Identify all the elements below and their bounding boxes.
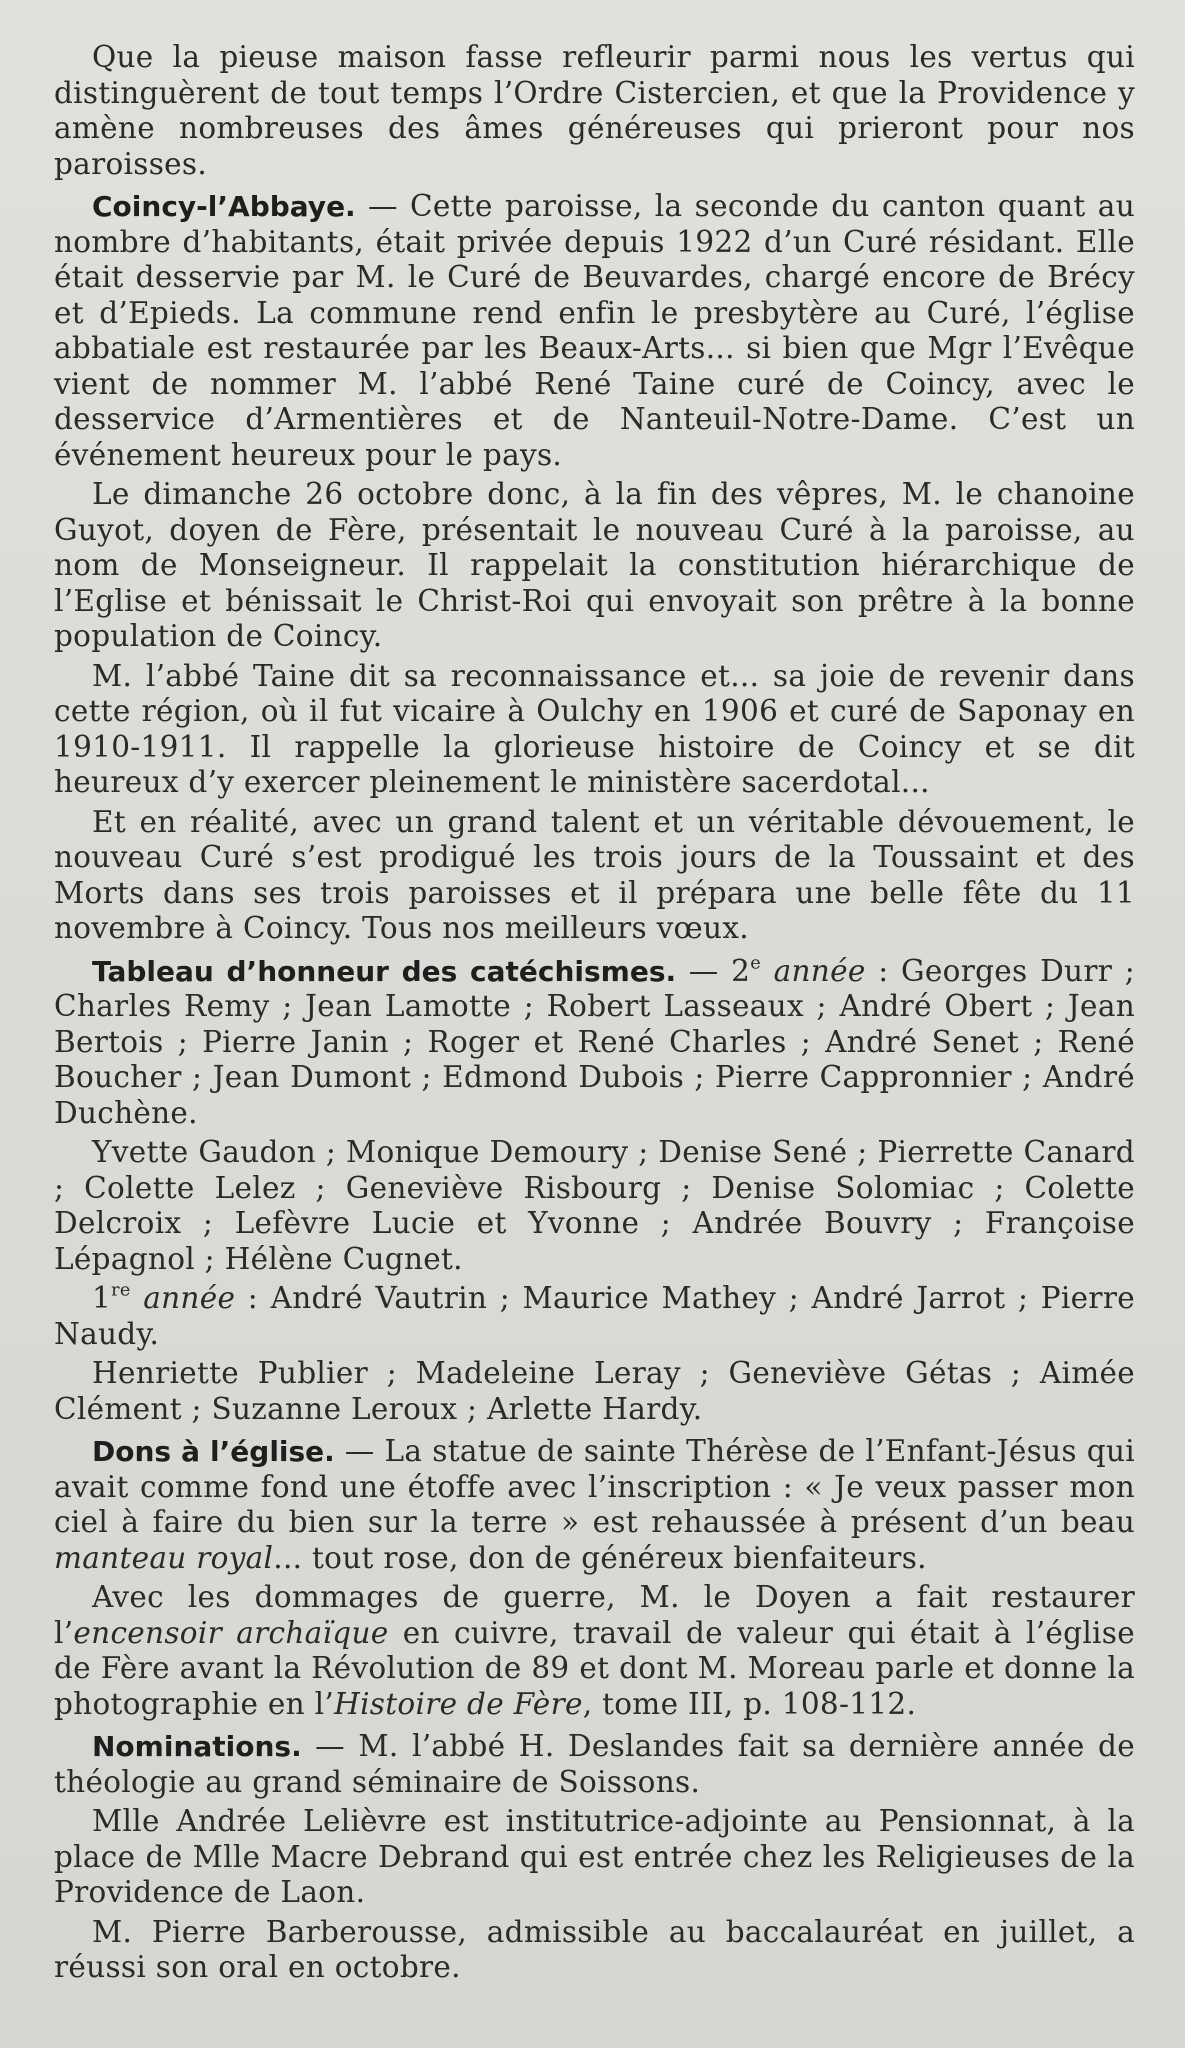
dons-text-2-em: encensoir archaïque bbox=[73, 1615, 389, 1650]
coincy-paragraph-2 bbox=[54, 477, 1135, 655]
dons-text-2-em2: Histoire de Fère bbox=[334, 1686, 583, 1721]
tableau-annee-1: année bbox=[143, 1281, 236, 1315]
dons-paragraph-1 bbox=[54, 1434, 1135, 1576]
dons-heading: Dons à l’église. bbox=[92, 1435, 335, 1468]
coincy-text-2: Le dimanche 26 octobre donc, à la fin des vêpres, M. le chanoine Guyot, doyen de Fère, présentait le nouveau Curé à la paroisse, au nom de Monseigneur. Il rappelait la constitution hiérarchique de l’Eglise et bénissait le Christ-Roi qui envoyait son prêtre à la bonne population de Coincy. bbox=[54, 477, 1135, 653]
dons-text-2b: en cuivre, travail de valeur qui était à l’église de Fère avant la Révolution de 89 et dont M. Moreau parle et donne la photographie en l’ bbox=[54, 1615, 1135, 1721]
tableau-girls-2: Yvette Gaudon ; Monique Demoury ; Denise Sené ; Pierrette Canard ; Colette Lelez ; Geneviève Risbourg ; Denise Solomiac ; Colette Delcroix ; Lefèvre Lucie et Yvonne ; Andrée Bouvry ; Françoise Lépagnol ; Hélène Cugnet. bbox=[54, 1135, 1135, 1276]
tableau-annee-2: année bbox=[773, 953, 866, 988]
intro-text: Que la pieuse maison fasse refleurir parmi nous les vertus qui distinguèrent de tout temps l’Ordre Cistercien, et que la Providence y amène nombreuses des âmes généreuses qui prieront pour nos paroisses. bbox=[54, 40, 1135, 181]
nominations-text-2: Mlle Andrée Lelièvre est institutrice-adjointe au Pensionnat, à la place de Mlle Macre Debrand qui est entrée chez les Religieuses de la Providence de Laon. bbox=[54, 1804, 1135, 1909]
dons-text-1-em: manteau royal bbox=[54, 1540, 274, 1575]
tableau-paragraph-4 bbox=[54, 1356, 1135, 1427]
coincy-text-4: Et en réalité, avec un grand talent et un véritable dévouement, le nouveau Curé s’est prodigué les trois jours de la Toussaint et des Morts dans ses trois paroisses et il prépara une belle fête du 11 novembre à Coincy. Tous nos meilleurs vœux. bbox=[54, 804, 1135, 945]
coincy-paragraph-1 bbox=[54, 189, 1135, 473]
tableau-paragraph-3 bbox=[54, 1281, 1135, 1352]
coincy-heading: Coincy-l’Abbaye. bbox=[92, 190, 356, 223]
nominations-heading: Nominations. bbox=[92, 1730, 302, 1763]
coincy-text-3: M. l’abbé Taine dit sa reconnaissance et... sa joie de revenir dans cette région, où il fut vicaire à Oulchy en 1906 et curé de Saponay en 1910-1911. Il rappelle la glorieuse histoire de Coincy et se dit heureux d’y exercer pleinement le ministère sacerdotal... bbox=[54, 658, 1135, 799]
dons-text-1a: — La statue de sainte Thérèse de l’Enfant-Jésus qui avait comme fond une étoffe avec l’inscription : « Je veux passer mon ciel à faire du bien sur la terre » est rehaussée à présent d’un beau bbox=[54, 1434, 1135, 1539]
tableau-boys-2: : Georges Durr ; Charles Remy ; Jean Lamotte ; Robert Lasseaux ; André Obert ; Jean Bertois ; Pierre Janin ; Roger et René Charles ; André Senet ; René Boucher ; Jean Dumont ; Edmond Dubois ; Pierre Cappronnier ; André Duchène. bbox=[54, 953, 1135, 1130]
dons-text-2a: Avec les dommages de guerre, M. le Doyen a fait restaurer l’ bbox=[54, 1580, 1135, 1650]
dons-text-1b: ... tout rose, don de généreux bienfaiteurs. bbox=[273, 1540, 927, 1575]
nominations-paragraph-3 bbox=[54, 1915, 1135, 1986]
tableau-dash: — 2 bbox=[676, 953, 751, 988]
nominations-paragraph-2 bbox=[54, 1804, 1135, 1911]
nominations-text-3: M. Pierre Barberousse, admissible au baccalauréat en juillet, a réussi son oral en octobre. bbox=[54, 1914, 1135, 1984]
dons-text-2c: , tome III, p. 108-112. bbox=[582, 1686, 917, 1721]
coincy-text-1: — Cette paroisse, la seconde du canton quant au nombre d’habitants, était privée depuis 1922 d’un Curé résidant. Elle était desservie par M. le Curé de Beuvardes, chargé encore de Brécy et d’Epieds. La commune rend enfin le presbytère au Curé, l’église abbatiale est restaurée par les Beaux-Arts... si bien que Mgr l’Evêque vient de nommer M. l’abbé René Taine curé de Coincy, avec le desservice d’Armentières et de Nanteuil-Notre-Dame. C’est un événement heureux pour le pays. bbox=[54, 189, 1135, 472]
nominations-text-1: — M. l’abbé H. Deslandes fait sa dernière année de théologie au grand séminaire de Soissons. bbox=[54, 1729, 1135, 1799]
tableau-heading: Tableau d’honneur des catéchismes. bbox=[92, 954, 677, 988]
tableau-girls-1: Henriette Publier ; Madeleine Leray ; Geneviève Gétas ; Aimée Clément ; Suzanne Leroux ; Arlette Hardy. bbox=[54, 1356, 1135, 1426]
coincy-paragraph-4 bbox=[54, 805, 1135, 947]
intro-paragraph bbox=[54, 40, 1135, 182]
tableau-num-1: 1 bbox=[92, 1281, 112, 1315]
dons-paragraph-2 bbox=[54, 1580, 1135, 1722]
tableau-paragraph-1 bbox=[54, 954, 1135, 1132]
coincy-paragraph-3 bbox=[54, 659, 1135, 801]
tableau-sup-1: re bbox=[111, 1280, 131, 1301]
tableau-sup-2: e bbox=[750, 953, 761, 974]
nominations-paragraph-1 bbox=[54, 1729, 1135, 1800]
tableau-paragraph-2 bbox=[54, 1135, 1135, 1277]
tableau-boys-1: : André Vautrin ; Maurice Mathey ; André Jarrot ; Pierre Naudy. bbox=[54, 1281, 1135, 1351]
